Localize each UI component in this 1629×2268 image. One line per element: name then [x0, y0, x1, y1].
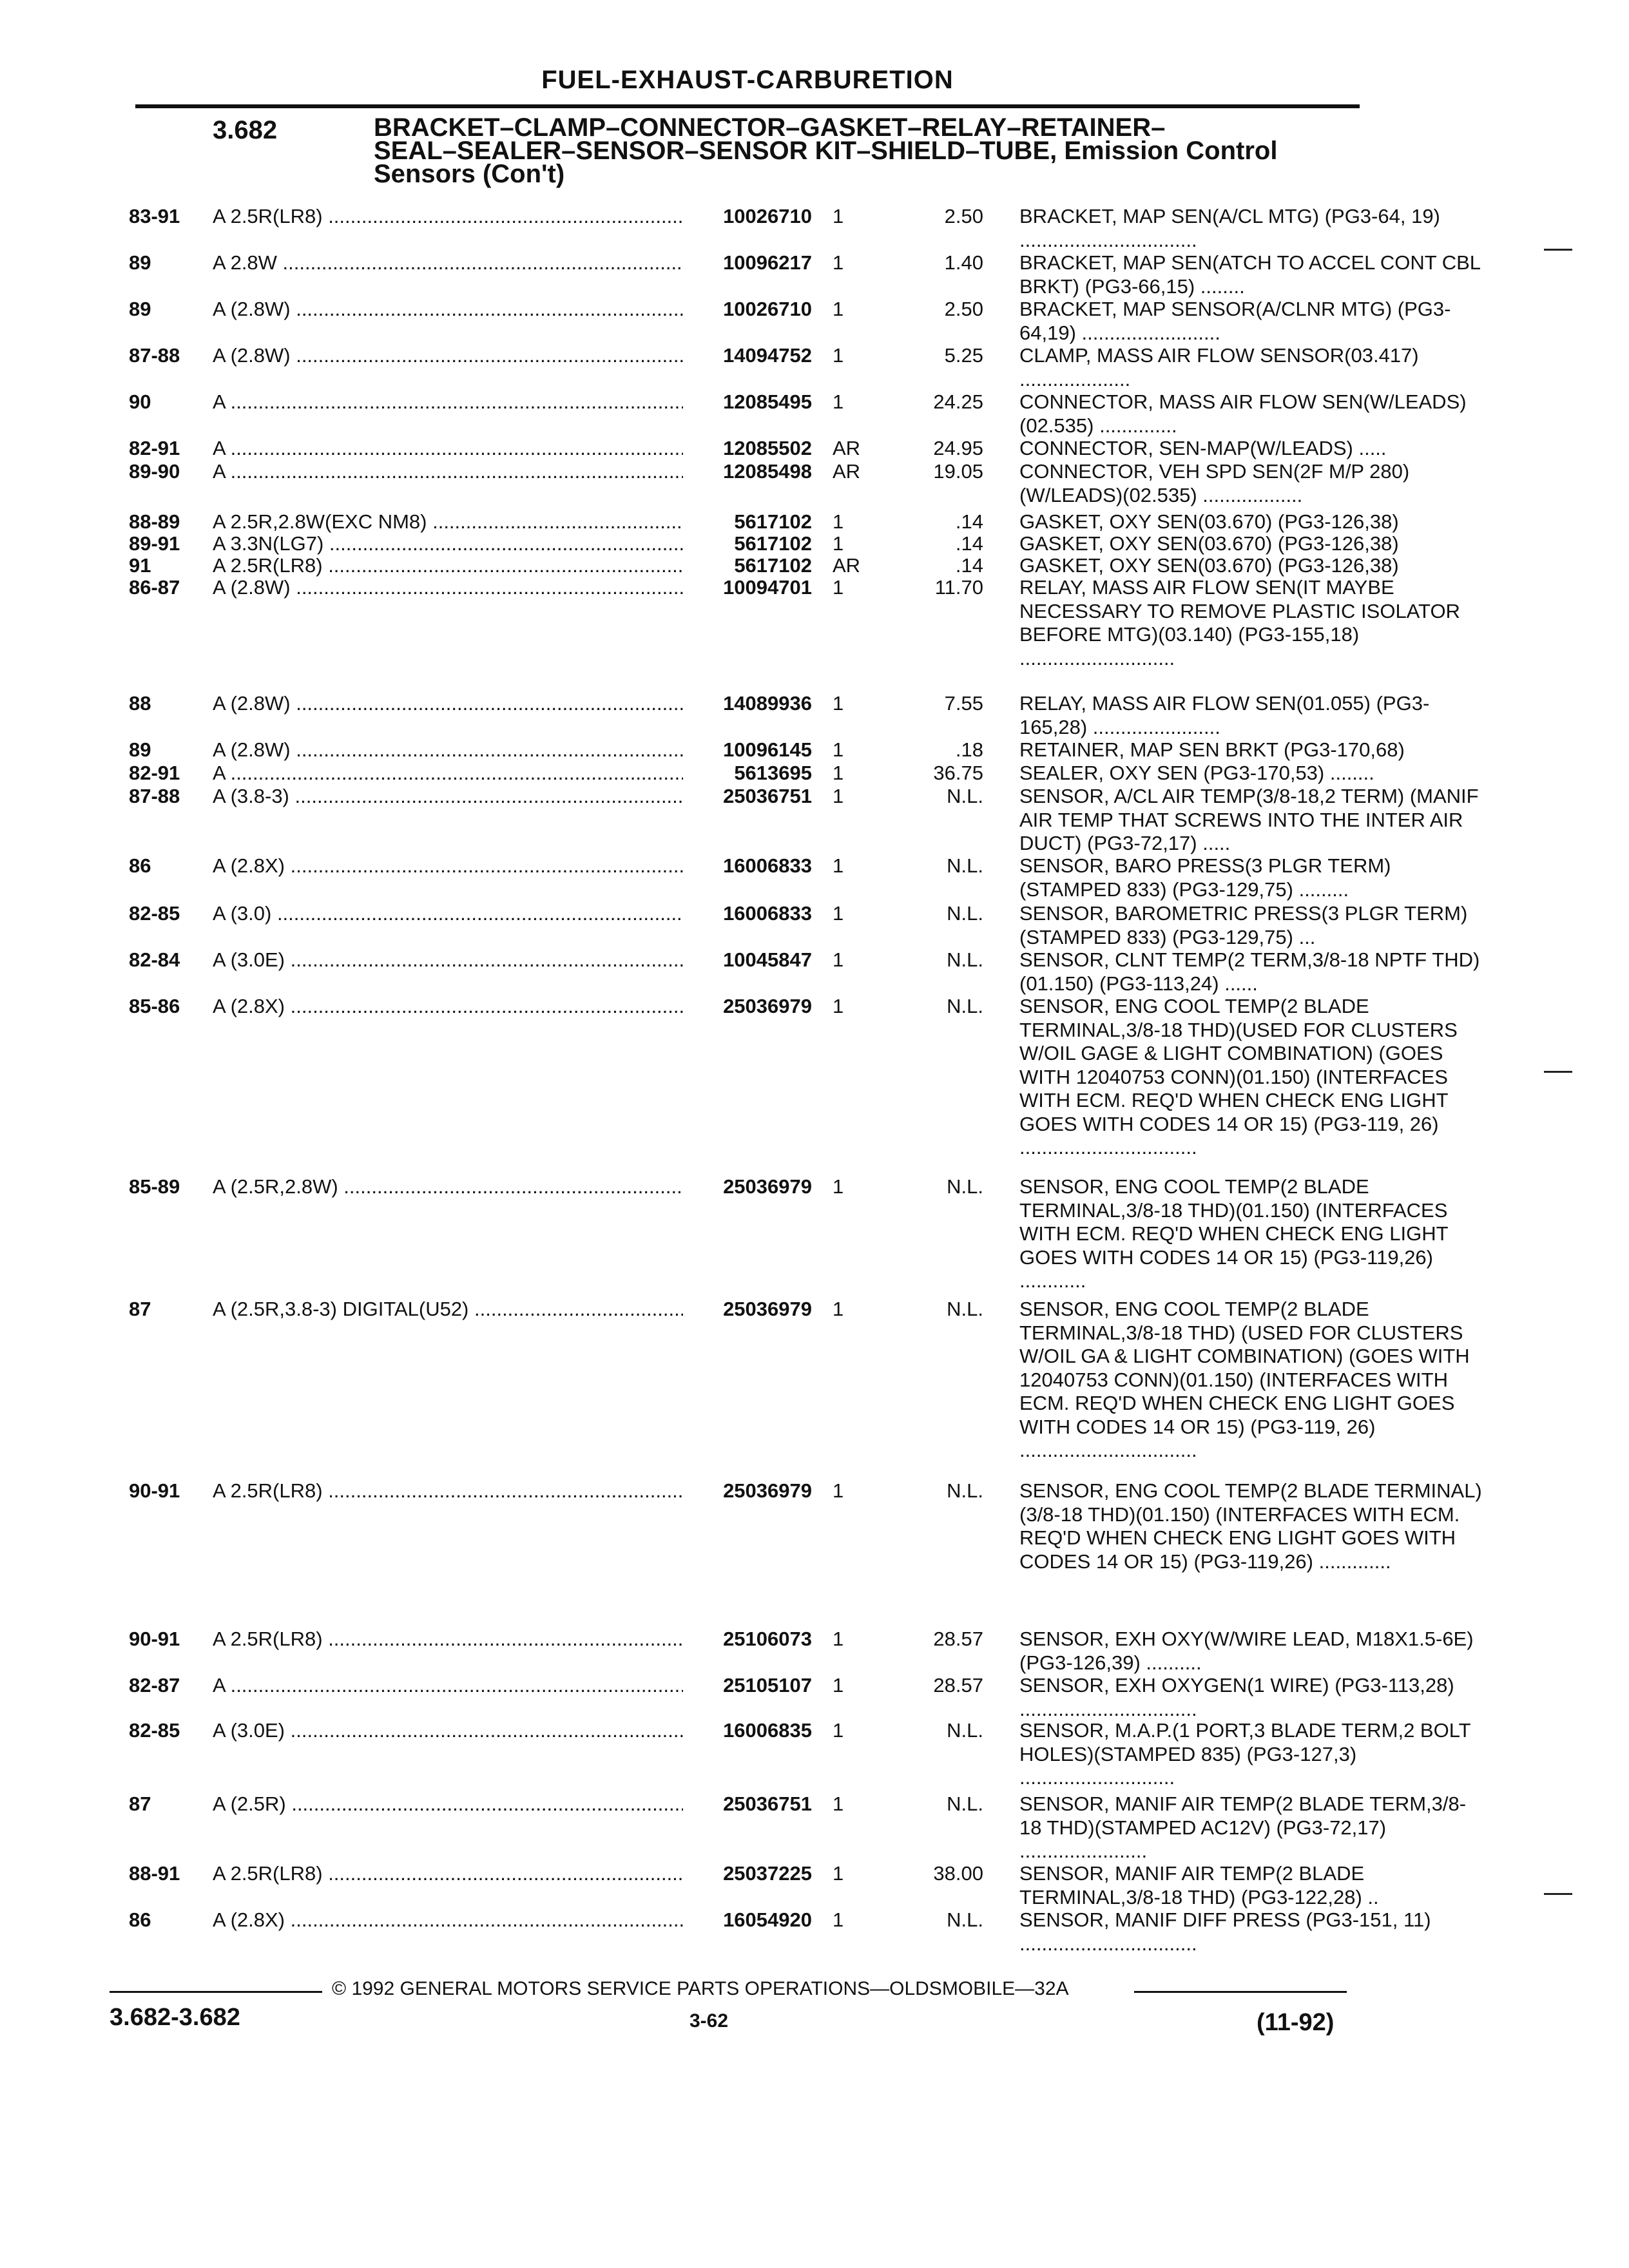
application-cell: A .....	[213, 390, 683, 414]
quantity-cell: 1	[833, 854, 844, 877]
price-cell: N.L.	[947, 1175, 983, 1198]
price-cell: 2.50	[944, 205, 983, 227]
application-cell: A 2.5R(LR8) .....	[213, 1862, 683, 1886]
part-number-cell: 25036751	[723, 1792, 812, 1815]
description-cell: SENSOR, BARO PRESS(3 PLGR TERM) (STAMPED 833) (PG3-129,75) .........	[1019, 854, 1391, 901]
part-number-cell: 10094701	[723, 576, 812, 599]
page-header	[135, 62, 1360, 108]
quantity-cell: 1	[833, 251, 844, 274]
quantity-cell: 1	[833, 1908, 844, 1931]
year-cell: 82-87	[129, 1674, 180, 1696]
application-cell: A (2.5R,3.8-3) DIGITAL(U52) .....	[213, 1298, 683, 1321]
quantity-cell: 1	[833, 692, 844, 715]
margin-mark	[1544, 1893, 1572, 1895]
year-cell: 87	[129, 1792, 151, 1815]
part-number-cell: 10045847	[723, 948, 812, 971]
part-number-cell: 25036979	[723, 1298, 812, 1320]
price-cell: N.L.	[947, 785, 983, 807]
price-cell: N.L.	[947, 1792, 983, 1815]
year-cell: 89	[129, 298, 151, 320]
quantity-cell: AR	[833, 460, 861, 483]
year-cell: 87-88	[129, 785, 180, 807]
description-cell: SENSOR, BAROMETRIC PRESS(3 PLGR TERM)(STAMPED 833) (PG3-129,75) ...	[1019, 902, 1468, 948]
price-cell: N.L.	[947, 1479, 983, 1502]
section-header	[135, 113, 1360, 200]
part-number-cell: 25037225	[723, 1862, 812, 1885]
description-cell: RELAY, MASS AIR FLOW SEN(01.055) (PG3-165,28) .......................	[1019, 692, 1430, 738]
part-number-cell: 5617102	[734, 510, 812, 533]
part-number-cell: 5617102	[734, 532, 812, 555]
section-heading-line: SEAL–SEALER–SENSOR–SENSOR KIT–SHIELD–TUBE, Emission Control	[374, 137, 1278, 165]
price-cell: 24.95	[933, 437, 983, 459]
application-cell: A (2.8X) .....	[213, 1908, 683, 1932]
year-cell: 91	[129, 554, 151, 577]
price-cell: N.L.	[947, 948, 983, 971]
quantity-cell: 1	[833, 532, 844, 555]
part-number-cell: 10026710	[723, 205, 812, 227]
application-cell: A (2.8W) .....	[213, 576, 683, 600]
application-cell: A (3.0) .....	[213, 902, 683, 926]
part-number-cell: 14094752	[723, 344, 812, 367]
description-cell: RETAINER, MAP SEN BRKT (PG3-170,68)	[1019, 738, 1405, 761]
part-number-cell: 25036751	[723, 785, 812, 807]
part-number-cell: 12085502	[723, 437, 812, 459]
application-cell: A (2.8W) .....	[213, 344, 683, 368]
section-heading	[374, 113, 1366, 188]
part-number-cell: 12085495	[723, 390, 812, 413]
description-cell: SENSOR, A/CL AIR TEMP(3/8-18,2 TERM) (MANIF AIR TEMP THAT SCREWS INTO THE INTER AIR DUCT) (PG3-72,17) .....	[1019, 785, 1479, 854]
price-cell: 1.40	[944, 251, 983, 274]
application-cell: A .....	[213, 762, 683, 785]
application-cell: A (2.8W) .....	[213, 692, 683, 716]
price-cell: N.L.	[947, 1719, 983, 1742]
description-cell: BRACKET, MAP SEN(A/CL MTG) (PG3-64, 19) ................................	[1019, 205, 1440, 251]
year-cell: 83-91	[129, 205, 180, 227]
application-cell: A 2.5R,2.8W(EXC NM8) .....	[213, 510, 683, 534]
year-cell: 89	[129, 251, 151, 274]
year-cell: 85-86	[129, 995, 180, 1017]
year-cell: 82-91	[129, 437, 180, 459]
quantity-cell: 1	[833, 1792, 844, 1815]
application-cell: A (2.8X) .....	[213, 854, 683, 878]
application-cell: A 2.5R(LR8) .....	[213, 205, 683, 229]
application-cell: A (2.8W) .....	[213, 298, 683, 322]
application-cell: A 2.5R(LR8) .....	[213, 1628, 683, 1651]
application-cell: A (3.0E) .....	[213, 948, 683, 972]
year-cell: 86	[129, 854, 151, 877]
quantity-cell: 1	[833, 762, 844, 784]
description-cell: GASKET, OXY SEN(03.670) (PG3-126,38)	[1019, 510, 1399, 533]
quantity-cell: 1	[833, 1298, 844, 1320]
quantity-cell: 1	[833, 995, 844, 1017]
description-cell: SENSOR, EXH OXY(W/WIRE LEAD, M18X1.5-6E) (PG3-126,39) ..........	[1019, 1628, 1474, 1674]
application-cell: A .....	[213, 1674, 683, 1698]
margin-mark	[1544, 1071, 1572, 1073]
description-cell: GASKET, OXY SEN(03.670) (PG3-126,38)	[1019, 554, 1399, 577]
price-cell: 2.50	[944, 298, 983, 320]
price-cell: 5.25	[944, 344, 983, 367]
header-rule	[135, 104, 1360, 108]
year-cell: 86-87	[129, 576, 180, 599]
year-cell: 82-85	[129, 1719, 180, 1742]
price-cell: 28.57	[933, 1628, 983, 1650]
description-cell: CONNECTOR, VEH SPD SEN(2F M/P 280) (W/LEADS)(02.535) ..................	[1019, 460, 1410, 506]
date-code: (11-92)	[1257, 2009, 1335, 2036]
quantity-cell: 1	[833, 344, 844, 367]
description-cell: SENSOR, M.A.P.(1 PORT,3 BLADE TERM,2 BOLT HOLES)(STAMPED 835) (PG3-127,3) ............................	[1019, 1719, 1471, 1789]
application-cell: A (2.8X) .....	[213, 995, 683, 1019]
part-number-cell: 16054920	[723, 1908, 812, 1931]
quantity-cell: 1	[833, 390, 844, 413]
description-cell: SENSOR, ENG COOL TEMP(2 BLADE TERMINAL,3/8-18 THD) (USED FOR CLUSTERS W/OIL GA & LIGHT COMBINATION) (GOES WITH 12040753 CONN)(01.150) (INTERFACES WITH ECM. REQ'D WHEN CHECK ENG LIGHT GOES WITH CODES 14 OR 15) (PG3-119, 26) ................................	[1019, 1298, 1470, 1461]
description-cell: SENSOR, EXH OXYGEN(1 WIRE) (PG3-113,28) ................................	[1019, 1674, 1454, 1720]
price-cell: N.L.	[947, 1298, 983, 1320]
application-cell: A 2.5R(LR8) .....	[213, 1479, 683, 1503]
description-cell: BRACKET, MAP SEN(ATCH TO ACCEL CONT CBL BRKT) (PG3-66,15) ........	[1019, 251, 1480, 298]
quantity-cell: 1	[833, 1628, 844, 1650]
year-cell: 89-90	[129, 460, 180, 483]
year-cell: 82-84	[129, 948, 180, 971]
application-cell: A (2.5R,2.8W) .....	[213, 1175, 683, 1199]
part-number-cell: 25106073	[723, 1628, 812, 1650]
year-cell: 87-88	[129, 344, 180, 367]
year-cell: 88-89	[129, 510, 180, 533]
part-number-cell: 5617102	[734, 554, 812, 577]
quantity-cell: 1	[833, 738, 844, 761]
application-cell: A (3.8-3) .....	[213, 785, 683, 809]
section-number: 3.682	[213, 116, 278, 144]
part-number-cell: 25036979	[723, 1479, 812, 1502]
price-cell: 24.25	[933, 390, 983, 413]
quantity-cell: AR	[833, 437, 861, 459]
description-cell: SENSOR, ENG COOL TEMP(2 BLADE TERMINAL,3/8-18 THD)(USED FOR CLUSTERS W/OIL GAGE & LIGHT COMBINATION) (GOES WITH 12040753 CONN)(01.150) (INTERFACES WITH ECM. REQ'D WHEN CHECK ENG LIGHT GOES WITH CODES 14 OR 15) (PG3-119, 26) ................................	[1019, 995, 1458, 1158]
quantity-cell: 1	[833, 205, 844, 227]
price-cell: N.L.	[947, 995, 983, 1017]
quantity-cell: 1	[833, 785, 844, 807]
year-cell: 89	[129, 738, 151, 761]
price-cell: .14	[955, 554, 983, 577]
page-number: 3-62	[689, 2010, 729, 2032]
year-cell: 90	[129, 390, 151, 413]
price-cell: N.L.	[947, 1908, 983, 1931]
year-cell: 82-91	[129, 762, 180, 784]
page-footer	[110, 1978, 1366, 2055]
year-cell: 88	[129, 692, 151, 715]
section-range: 3.682-3.682	[110, 2004, 240, 2031]
description-cell: SENSOR, MANIF AIR TEMP(2 BLADE TERM,3/8-18 THD)(STAMPED AC12V) (PG3-72,17) .......................	[1019, 1792, 1467, 1862]
section-heading-line: BRACKET–CLAMP–CONNECTOR–GASKET–RELAY–RETAINER–	[374, 113, 1166, 142]
description-cell: GASKET, OXY SEN(03.670) (PG3-126,38)	[1019, 532, 1399, 555]
footer-rule	[1134, 1991, 1347, 1993]
quantity-cell: 1	[833, 1862, 844, 1885]
price-cell: 19.05	[933, 460, 983, 483]
quantity-cell: 1	[833, 902, 844, 925]
year-cell: 85-89	[129, 1175, 180, 1198]
year-cell: 82-85	[129, 902, 180, 925]
part-number-cell: 25036979	[723, 1175, 812, 1198]
price-cell: 38.00	[933, 1862, 983, 1885]
part-number-cell: 5613695	[734, 762, 812, 784]
year-cell: 88-91	[129, 1862, 180, 1885]
description-cell: SENSOR, CLNT TEMP(2 TERM,3/8-18 NPTF THD)(01.150) (PG3-113,24) ......	[1019, 948, 1480, 995]
description-cell: BRACKET, MAP SENSOR(A/CLNR MTG) (PG3-64,19) .........................	[1019, 298, 1451, 344]
price-cell: N.L.	[947, 854, 983, 877]
quantity-cell: 1	[833, 948, 844, 971]
description-cell: SENSOR, ENG COOL TEMP(2 BLADE TERMINAL)(3/8-18 THD)(01.150) (INTERFACES WITH ECM. REQ'D WHEN CHECK ENG LIGHT GOES WITH CODES 14 OR 15) (PG3-119,26) .............	[1019, 1479, 1482, 1573]
part-number-cell: 10096217	[723, 251, 812, 274]
part-number-cell: 16006833	[723, 854, 812, 877]
margin-mark	[1544, 249, 1572, 251]
description-cell: SENSOR, MANIF DIFF PRESS (PG3-151, 11) ................................	[1019, 1908, 1431, 1955]
year-cell: 86	[129, 1908, 151, 1931]
quantity-cell: 1	[833, 576, 844, 599]
year-cell: 89-91	[129, 532, 180, 555]
part-number-cell: 12085498	[723, 460, 812, 483]
section-heading-line: Sensors (Con't)	[374, 160, 565, 188]
description-cell: CLAMP, MASS AIR FLOW SENSOR(03.417) ....................	[1019, 344, 1419, 390]
price-cell: .14	[955, 510, 983, 533]
year-cell: 87	[129, 1298, 151, 1320]
quantity-cell: 1	[833, 1674, 844, 1696]
quantity-cell: AR	[833, 554, 861, 577]
description-cell: SENSOR, ENG COOL TEMP(2 BLADE TERMINAL,3/8-18 THD)(01.150) (INTERFACES WITH ECM. REQ'D WHEN CHECK ENG LIGHT GOES WITH CODES 14 OR 15) (PG3-119,26) ............	[1019, 1175, 1448, 1292]
quantity-cell: 1	[833, 1479, 844, 1502]
application-cell: A 3.3N(LG7) .....	[213, 532, 683, 556]
application-cell: A (3.0E) .....	[213, 1719, 683, 1743]
part-number-cell: 16006833	[723, 902, 812, 925]
price-cell: 11.70	[934, 576, 983, 599]
application-cell: A 2.8W .....	[213, 251, 683, 275]
application-cell: A .....	[213, 437, 683, 461]
application-cell: A (2.8W) .....	[213, 738, 683, 762]
year-cell: 90-91	[129, 1479, 180, 1502]
part-number-cell: 10096145	[723, 738, 812, 761]
quantity-cell: 1	[833, 298, 844, 320]
page-title: FUEL-EXHAUST-CARBURETION	[541, 66, 954, 94]
description-cell: SEALER, OXY SEN (PG3-170,53) ........	[1019, 762, 1374, 784]
description-cell: CONNECTOR, SEN-MAP(W/LEADS) .....	[1019, 437, 1387, 459]
quantity-cell: 1	[833, 510, 844, 533]
quantity-cell: 1	[833, 1719, 844, 1742]
description-cell: CONNECTOR, MASS AIR FLOW SEN(W/LEADS)(02.535) ..............	[1019, 390, 1467, 437]
part-number-cell: 25105107	[723, 1674, 812, 1696]
application-cell: A (2.5R) .....	[213, 1792, 683, 1816]
price-cell: 28.57	[933, 1674, 983, 1696]
part-number-cell: 25036979	[723, 995, 812, 1017]
part-number-cell: 16006835	[723, 1719, 812, 1742]
year-cell: 90-91	[129, 1628, 180, 1650]
price-cell: N.L.	[947, 902, 983, 925]
part-number-cell: 14089936	[723, 692, 812, 715]
price-cell: 36.75	[933, 762, 983, 784]
application-cell: A .....	[213, 460, 683, 484]
footer-rule	[110, 1991, 322, 1993]
price-cell: .18	[955, 738, 983, 761]
part-number-cell: 10026710	[723, 298, 812, 320]
description-cell: SENSOR, MANIF AIR TEMP(2 BLADE TERMINAL,3/8-18 THD) (PG3-122,28) ..	[1019, 1862, 1379, 1908]
description-cell: RELAY, MASS AIR FLOW SEN(IT MAYBE NECESSARY TO REMOVE PLASTIC ISOLATOR BEFORE MTG)(03.140) (PG3-155,18) ............................	[1019, 576, 1460, 669]
price-cell: 7.55	[944, 692, 983, 715]
application-cell: A 2.5R(LR8) .....	[213, 554, 683, 578]
copyright-text: © 1992 GENERAL MOTORS SERVICE PARTS OPERATIONS—OLDSMOBILE—32A	[332, 1978, 1069, 1999]
price-cell: .14	[955, 532, 983, 555]
quantity-cell: 1	[833, 1175, 844, 1198]
